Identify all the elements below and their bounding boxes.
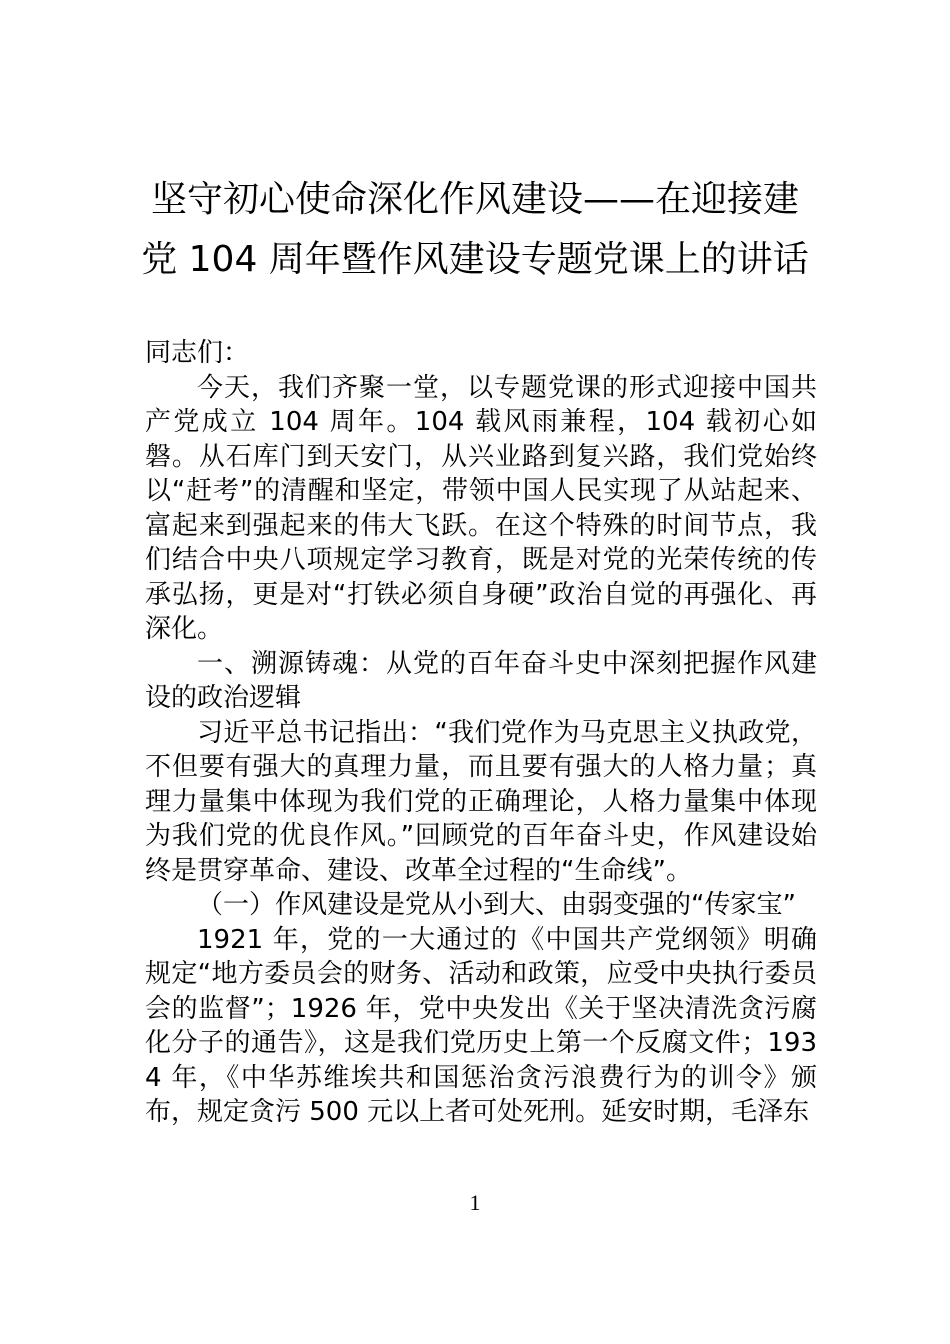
- title-line-1: 坚守初心使命深化作风建设——在迎接建: [150, 179, 799, 220]
- subsection-heading-1: （一）作风建设是党从小到大、由弱变强的“传家宝”: [197, 890, 796, 920]
- greeting: 同志们：: [145, 338, 250, 368]
- section-heading-1: 一、溯源铸魂：从党的百年奋斗史中深刻把握作风建设的政治逻辑: [145, 648, 817, 713]
- document-title: [120, 170, 830, 290]
- paragraph-history: 1921 年，党的一大通过的《中国共产党纲领》明确规定“地方委员会的财务、活动和政策，应受中央执行委员会的监督”；1926 年，党中央发出《关于坚决清洗贪污腐化分子的通告》，这是我们党历史上第一个反腐文件；1934 年，《中华苏维埃共和国惩治贪污浪费行为的训令》颁布，规定贪污 500 元以上者可处死刑。延安时期，毛泽东: [145, 924, 817, 1127]
- document-body: [145, 336, 817, 1130]
- paragraph-quote: 习近平总书记指出：“我们党作为马克思主义执政党，不但要有强大的真理力量，而且要有强大的人格力量；真理力量集中体现为我们党的正确理论，人格力量集中体现为我们党的优良作风。”回顾党的百年奋斗史，作风建设始终是贯穿革命、建设、改革全过程的“生命线”。: [145, 717, 817, 886]
- paragraph-intro: 今天，我们齐聚一堂，以专题党课的形式迎接中国共产党成立 104 周年。104 载风雨兼程，104 载初心如磐。从石库门到天安门，从兴业路到复兴路，我们党始终以“赶考”的清醒和坚定，带领中国人民实现了从站起来、富起来到强起来的伟大飞跃。在这个特殊的时间节点，我们结合中央八项规定学习教育，既是对党的光荣传统的传承弘扬，更是对“打铁必须自身硬”政治自觉的再强化、再深化。: [145, 372, 817, 644]
- page-number: 1: [469, 1190, 481, 1215]
- title-line-2: 党 104 周年暨作风建设专题党课上的讲话: [141, 239, 809, 280]
